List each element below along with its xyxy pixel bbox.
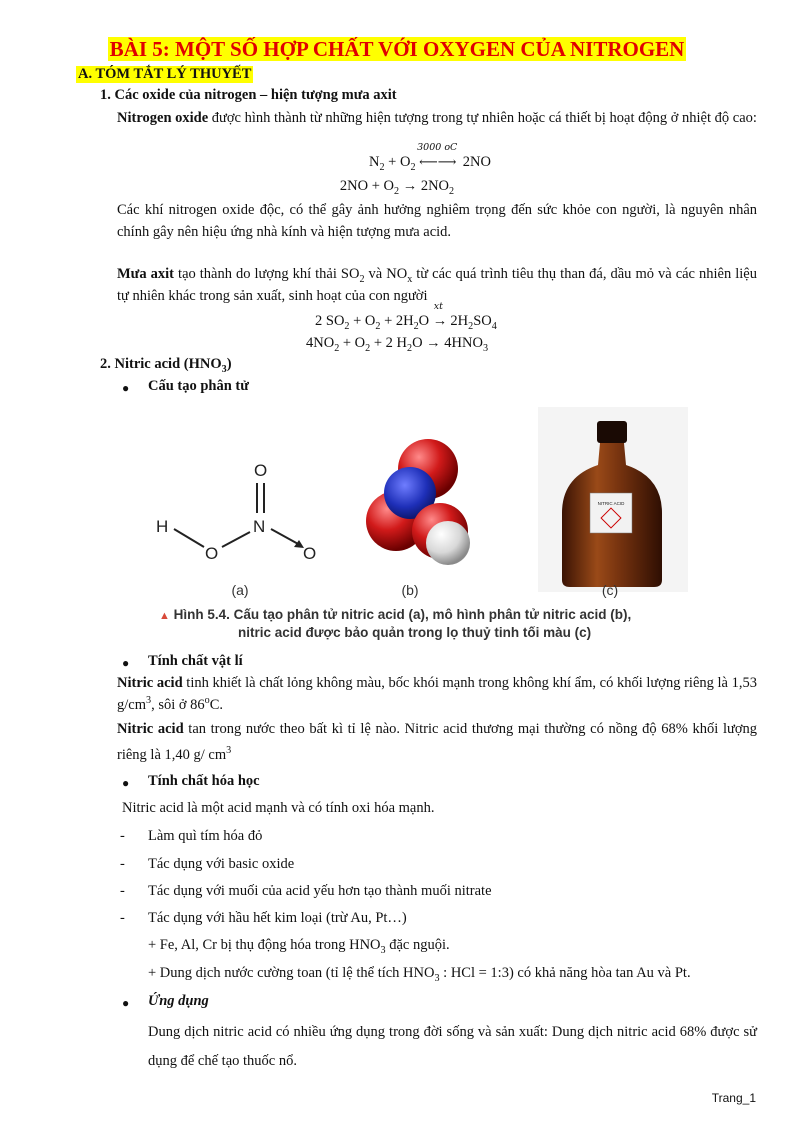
bottle-photo	[538, 407, 688, 592]
heading-oxides: 1. Các oxide của nitrogen – hiện tượng mưa axit	[100, 87, 397, 103]
paragraph-physical-1: Nitric acid tinh khiết là chất lỏng không màu, bốc khói mạnh trong không khí ẩm, có khối lượng riêng là 1,53 $g/cm^3$, sôi ở 86$^o$C.	[117, 675, 757, 713]
equation-2: $2NO + O_2 \to 2NO_2$	[339, 178, 455, 197]
paragraph-acid-rain: Mưa axit tạo thành do lượng khí thải $SO_2$ và $NO_x$ từ các quá trình tiêu thụ than đá, dầu mỏ và các nhiên liệu tự nhiên khác trong sản xuất, sinh hoạt của con người	[117, 266, 757, 304]
label-c: (c)	[601, 582, 619, 598]
label-b: (b)	[401, 582, 419, 598]
equation-1-condition: 3000 oC	[417, 142, 458, 153]
bullet-physical: Tính chất vật lí	[148, 653, 243, 669]
svg-text:O: O	[254, 461, 268, 480]
equation-3: 2 $SO_2 + O_2 + 2H_2O$ xt → $2H_2SO_4$	[315, 301, 497, 332]
bullet-icon: ●	[122, 996, 130, 1010]
bullet-chemical: Tính chất hóa học	[148, 773, 260, 789]
property-passivation: + Fe, Al, Cr bị thụ động hóa trong $HNO_3$ đặc nguội.	[148, 937, 450, 956]
bullet-icon: ●	[122, 776, 130, 790]
property-salt: Tác dụng với muối của acid yếu hơn tạo thành muối nitrate	[148, 883, 492, 899]
bullet-icon: ●	[122, 381, 130, 395]
bullet-structure: Cấu tạo phân tử	[148, 378, 249, 394]
svg-text:O: O	[303, 544, 317, 563]
equation-1: $N_2 + O_2$ 3000 oC ⟵⟶ 2NO	[369, 142, 491, 173]
bottle-label: NITRIC ACID	[597, 501, 625, 506]
figure-caption-1: ▲ Hình 5.4. Cấu tạo phân tử nitric acid (a), mô hình phân tử nitric acid (b),	[159, 607, 632, 622]
page-number: Trang_1	[711, 1091, 756, 1105]
bullet-icon: ●	[122, 656, 130, 670]
paragraph-nitrogen-oxide: Nitrogen oxide được hình thành từ những hiện tượng trong tự nhiên hoặc cá thiết bị hoạt động ở nhiệt độ cao:	[117, 110, 757, 126]
svg-text:N: N	[253, 517, 266, 536]
equation-3-condition: xt	[433, 301, 443, 312]
property-aqua-regia: + Dung dịch nước cường toan (tỉ lệ thể tích $HNO_3$ : HCl = 1:3) có khả năng hòa tan Au và Pt.	[148, 965, 691, 984]
bullet-applications: Ứng dụng	[148, 993, 209, 1009]
svg-text:O: O	[205, 544, 219, 563]
paragraph-physical-2: Nitric acid tan trong nước theo bất kì tỉ lệ nào. Nitric acid thương mại thường có nồng độ 68% khối lượng riêng là 1,40 g/ $cm^3$	[117, 721, 757, 763]
figure-caption-2: nitric acid được bảo quản trong lọ thuỷ tinh tối màu (c)	[238, 625, 592, 640]
triangle-icon: ▲	[159, 610, 170, 622]
section-a-heading: A. TÓM TẮT LÝ THUYẾT	[78, 66, 252, 82]
chemical-intro: Nitric acid là một acid mạnh và có tính oxi hóa mạnh.	[122, 800, 435, 816]
equation-4: $4NO_2 + O_2 + 2$ $H_2O \to 4HNO_3$	[305, 335, 489, 354]
paragraph-applications: Dung dịch nitric acid có nhiều ứng dụng trong đời sống và sản xuất: Dung dịch nitric acid 68% được sử dụng để chế tạo thuốc nổ.	[148, 1024, 757, 1069]
heading-nitric-acid: 2. Nitric acid $(HNO_3)$	[100, 356, 232, 375]
structural-formula	[156, 461, 316, 563]
svg-text:H: H	[156, 517, 169, 536]
property-basic-oxide: Tác dụng với basic oxide	[148, 856, 295, 872]
property-litmus: Làm quì tím hóa đỏ	[148, 828, 263, 844]
property-metal: Tác dụng với hầu hết kim loại (trừ Au, Pt…)	[148, 910, 407, 926]
page-title: BÀI 5: MỘT SỐ HỢP CHẤT VỚI OXYGEN CỦA NITROGEN	[109, 37, 685, 61]
space-filling-model	[366, 439, 470, 565]
label-a: (a)	[231, 582, 249, 598]
paragraph-toxic: Các khí nitrogen oxide độc, có thể gây ảnh hưởng nghiêm trọng đến sức khỏe con người, là nguyên nhân chính gây nên hiệu ứng nhà kính và hiện tượng mưa acid.	[117, 202, 757, 240]
